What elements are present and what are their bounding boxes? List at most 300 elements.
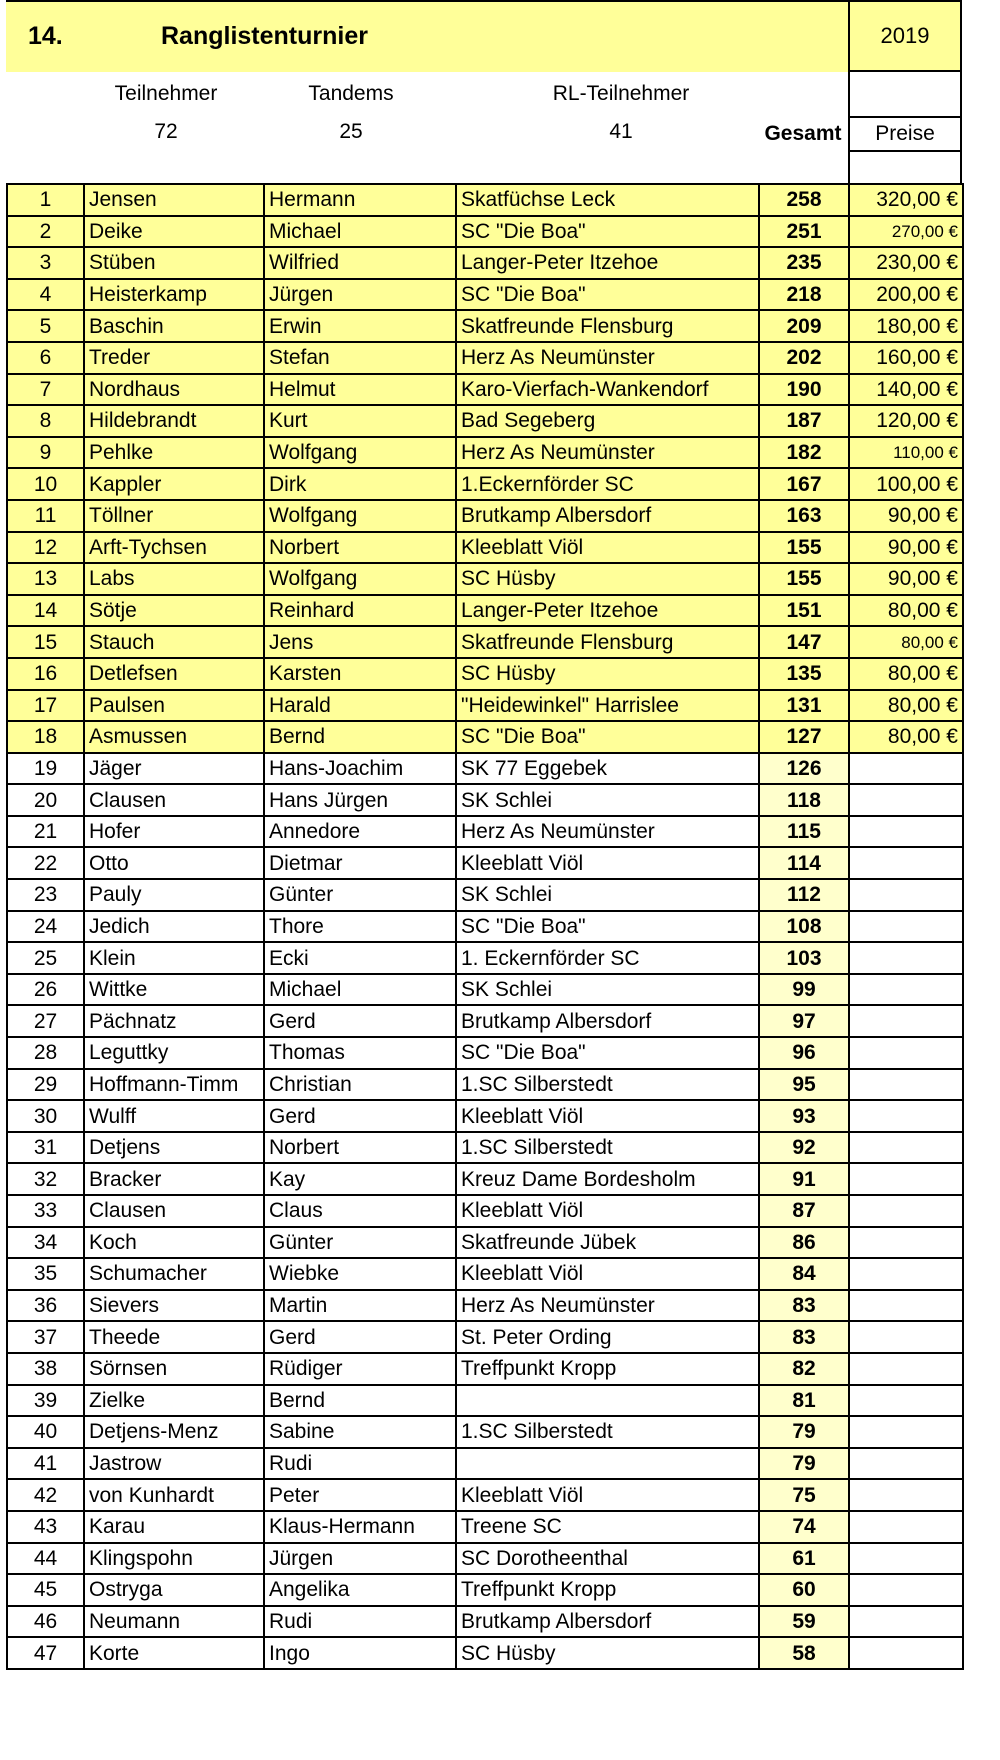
table-row bbox=[7, 216, 963, 248]
table-row bbox=[7, 879, 963, 911]
points-cell: 86 bbox=[759, 1227, 849, 1259]
last-name-cell: Kappler bbox=[84, 468, 264, 500]
prize-cell bbox=[849, 942, 963, 974]
prize-cell: 80,00 € bbox=[849, 595, 963, 627]
club-cell: SC "Die Boa" bbox=[456, 911, 759, 943]
tournament-title: Ranglistenturnier bbox=[161, 22, 368, 50]
club-cell: SC "Die Boa" bbox=[456, 1037, 759, 1069]
club-cell: Treene SC bbox=[456, 1511, 759, 1543]
club-cell: Herz As Neumünster bbox=[456, 816, 759, 848]
table-row bbox=[7, 1290, 963, 1322]
table-row bbox=[7, 374, 963, 406]
rank-cell: 13 bbox=[7, 563, 84, 595]
stat-label-participants: Teilnehmer bbox=[114, 82, 218, 105]
first-name-cell: Dirk bbox=[264, 468, 456, 500]
rank-cell: 23 bbox=[7, 879, 84, 911]
rank-cell: 11 bbox=[7, 500, 84, 532]
club-cell: 1. Eckernförder SC bbox=[456, 942, 759, 974]
first-name-cell: Thomas bbox=[264, 1037, 456, 1069]
table-row bbox=[7, 753, 963, 785]
prize-cell: 80,00 € bbox=[849, 626, 963, 658]
club-cell: 1.SC Silberstedt bbox=[456, 1416, 759, 1448]
club-cell bbox=[456, 1448, 759, 1480]
prize-cell bbox=[849, 847, 963, 879]
rank-cell: 34 bbox=[7, 1227, 84, 1259]
prize-cell: 90,00 € bbox=[849, 532, 963, 564]
last-name-cell: Baschin bbox=[84, 310, 264, 342]
club-cell: Kleeblatt Viöl bbox=[456, 532, 759, 564]
points-cell: 126 bbox=[759, 753, 849, 785]
rank-cell: 43 bbox=[7, 1511, 84, 1543]
points-cell: 135 bbox=[759, 658, 849, 690]
points-cell: 75 bbox=[759, 1479, 849, 1511]
table-row bbox=[7, 1100, 963, 1132]
last-name-cell: Arft-Tychsen bbox=[84, 532, 264, 564]
rank-cell: 12 bbox=[7, 532, 84, 564]
points-cell: 118 bbox=[759, 784, 849, 816]
last-name-cell: Pauly bbox=[84, 879, 264, 911]
points-cell: 103 bbox=[759, 942, 849, 974]
last-name-cell: Leguttky bbox=[84, 1037, 264, 1069]
club-cell: Kleeblatt Viöl bbox=[456, 847, 759, 879]
column-header-prizes: Preise bbox=[848, 116, 962, 152]
points-cell: 87 bbox=[759, 1195, 849, 1227]
club-cell: Kleeblatt Viöl bbox=[456, 1195, 759, 1227]
rank-cell: 14 bbox=[7, 595, 84, 627]
rank-cell: 41 bbox=[7, 1448, 84, 1480]
table-row bbox=[7, 1511, 963, 1543]
last-name-cell: Sötje bbox=[84, 595, 264, 627]
table-row bbox=[7, 595, 963, 627]
prize-cell bbox=[849, 1195, 963, 1227]
last-name-cell: Neumann bbox=[84, 1606, 264, 1638]
first-name-cell: Hermann bbox=[264, 184, 456, 216]
rank-cell: 36 bbox=[7, 1290, 84, 1322]
club-cell: SK Schlei bbox=[456, 974, 759, 1006]
last-name-cell: Paulsen bbox=[84, 690, 264, 722]
table-row bbox=[7, 1321, 963, 1353]
club-cell: 1.Eckernförder SC bbox=[456, 468, 759, 500]
last-name-cell: Koch bbox=[84, 1227, 264, 1259]
rank-cell: 39 bbox=[7, 1385, 84, 1417]
last-name-cell: Hildebrandt bbox=[84, 405, 264, 437]
rank-cell: 16 bbox=[7, 658, 84, 690]
points-cell: 187 bbox=[759, 405, 849, 437]
prize-cell bbox=[849, 1385, 963, 1417]
prize-cell bbox=[849, 816, 963, 848]
last-name-cell: Hofer bbox=[84, 816, 264, 848]
points-cell: 167 bbox=[759, 468, 849, 500]
prize-header-spacer-top bbox=[848, 72, 962, 116]
first-name-cell: Thore bbox=[264, 911, 456, 943]
table-row bbox=[7, 816, 963, 848]
prize-cell bbox=[849, 1637, 963, 1669]
club-cell: "Heidewinkel" Harrislee bbox=[456, 690, 759, 722]
last-name-cell: Detjens bbox=[84, 1132, 264, 1164]
prize-cell bbox=[849, 1227, 963, 1259]
rank-cell: 6 bbox=[7, 342, 84, 374]
prize-header-spacer-bottom bbox=[848, 152, 962, 184]
table-row bbox=[7, 310, 963, 342]
last-name-cell: Jensen bbox=[84, 184, 264, 216]
table-row bbox=[7, 279, 963, 311]
last-name-cell: Detjens-Menz bbox=[84, 1416, 264, 1448]
points-cell: 218 bbox=[759, 279, 849, 311]
prize-cell: 140,00 € bbox=[849, 374, 963, 406]
points-cell: 163 bbox=[759, 500, 849, 532]
first-name-cell: Gerd bbox=[264, 1005, 456, 1037]
first-name-cell: Hans-Joachim bbox=[264, 753, 456, 785]
points-cell: 155 bbox=[759, 532, 849, 564]
table-row bbox=[7, 847, 963, 879]
table-row bbox=[7, 1005, 963, 1037]
table-row bbox=[7, 911, 963, 943]
points-cell: 84 bbox=[759, 1258, 849, 1290]
club-cell: Kreuz Dame Bordesholm bbox=[456, 1163, 759, 1195]
prize-cell: 90,00 € bbox=[849, 500, 963, 532]
club-cell: Brutkamp Albersdorf bbox=[456, 500, 759, 532]
rank-cell: 3 bbox=[7, 247, 84, 279]
first-name-cell: Helmut bbox=[264, 374, 456, 406]
stat-label-rl-participants: RL-Teilnehmer bbox=[552, 82, 690, 105]
first-name-cell: Harald bbox=[264, 690, 456, 722]
rank-cell: 21 bbox=[7, 816, 84, 848]
points-cell: 209 bbox=[759, 310, 849, 342]
table-row bbox=[7, 1606, 963, 1638]
last-name-cell: Bracker bbox=[84, 1163, 264, 1195]
rank-cell: 40 bbox=[7, 1416, 84, 1448]
club-cell: Brutkamp Albersdorf bbox=[456, 1606, 759, 1638]
club-cell: Kleeblatt Viöl bbox=[456, 1258, 759, 1290]
rank-cell: 45 bbox=[7, 1574, 84, 1606]
prize-cell: 80,00 € bbox=[849, 658, 963, 690]
prize-cell bbox=[849, 1163, 963, 1195]
club-cell: SK Schlei bbox=[456, 784, 759, 816]
first-name-cell: Kay bbox=[264, 1163, 456, 1195]
rank-cell: 26 bbox=[7, 974, 84, 1006]
table-row bbox=[7, 1448, 963, 1480]
prize-cell: 80,00 € bbox=[849, 721, 963, 753]
rank-cell: 22 bbox=[7, 847, 84, 879]
club-cell: SC Hüsby bbox=[456, 1637, 759, 1669]
prize-cell: 200,00 € bbox=[849, 279, 963, 311]
rank-cell: 17 bbox=[7, 690, 84, 722]
table-row bbox=[7, 1416, 963, 1448]
prize-cell: 270,00 € bbox=[849, 216, 963, 248]
club-cell: Langer-Peter Itzehoe bbox=[456, 247, 759, 279]
last-name-cell: Theede bbox=[84, 1321, 264, 1353]
first-name-cell: Wilfried bbox=[264, 247, 456, 279]
last-name-cell: Labs bbox=[84, 563, 264, 595]
stat-value-tandems: 25 bbox=[339, 120, 363, 143]
first-name-cell: Bernd bbox=[264, 721, 456, 753]
table-row bbox=[7, 532, 963, 564]
last-name-cell: Hoffmann-Timm bbox=[84, 1069, 264, 1101]
prize-cell bbox=[849, 1543, 963, 1575]
prize-cell: 160,00 € bbox=[849, 342, 963, 374]
prize-cell bbox=[849, 1005, 963, 1037]
prize-cell bbox=[849, 1290, 963, 1322]
first-name-cell: Gerd bbox=[264, 1100, 456, 1132]
club-cell: Herz As Neumünster bbox=[456, 342, 759, 374]
points-cell: 92 bbox=[759, 1132, 849, 1164]
prize-cell bbox=[849, 1321, 963, 1353]
rank-cell: 46 bbox=[7, 1606, 84, 1638]
first-name-cell: Günter bbox=[264, 879, 456, 911]
rank-cell: 8 bbox=[7, 405, 84, 437]
first-name-cell: Ecki bbox=[264, 942, 456, 974]
points-cell: 202 bbox=[759, 342, 849, 374]
points-cell: 81 bbox=[759, 1385, 849, 1417]
prize-cell bbox=[849, 1132, 963, 1164]
prize-cell bbox=[849, 1574, 963, 1606]
points-cell: 151 bbox=[759, 595, 849, 627]
last-name-cell: Sörnsen bbox=[84, 1353, 264, 1385]
last-name-cell: Zielke bbox=[84, 1385, 264, 1417]
prize-cell: 230,00 € bbox=[849, 247, 963, 279]
points-cell: 91 bbox=[759, 1163, 849, 1195]
last-name-cell: Jastrow bbox=[84, 1448, 264, 1480]
first-name-cell: Peter bbox=[264, 1479, 456, 1511]
last-name-cell: Asmussen bbox=[84, 721, 264, 753]
first-name-cell: Karsten bbox=[264, 658, 456, 690]
first-name-cell: Wiebke bbox=[264, 1258, 456, 1290]
club-cell: St. Peter Ording bbox=[456, 1321, 759, 1353]
points-cell: 83 bbox=[759, 1321, 849, 1353]
table-row bbox=[7, 342, 963, 374]
prize-cell bbox=[849, 1037, 963, 1069]
rank-cell: 38 bbox=[7, 1353, 84, 1385]
first-name-cell: Norbert bbox=[264, 532, 456, 564]
table-row bbox=[7, 184, 963, 216]
points-cell: 58 bbox=[759, 1637, 849, 1669]
club-cell: Treffpunkt Kropp bbox=[456, 1574, 759, 1606]
rank-cell: 24 bbox=[7, 911, 84, 943]
table-row bbox=[7, 1479, 963, 1511]
prize-cell: 110,00 € bbox=[849, 437, 963, 469]
table-row bbox=[7, 626, 963, 658]
table-row bbox=[7, 563, 963, 595]
club-cell bbox=[456, 1385, 759, 1417]
club-cell: Langer-Peter Itzehoe bbox=[456, 595, 759, 627]
prize-cell bbox=[849, 1069, 963, 1101]
club-cell: 1.SC Silberstedt bbox=[456, 1132, 759, 1164]
prize-cell bbox=[849, 1448, 963, 1480]
points-cell: 74 bbox=[759, 1511, 849, 1543]
first-name-cell: Michael bbox=[264, 216, 456, 248]
prize-cell bbox=[849, 1511, 963, 1543]
first-name-cell: Rudi bbox=[264, 1448, 456, 1480]
points-cell: 82 bbox=[759, 1353, 849, 1385]
points-cell: 115 bbox=[759, 816, 849, 848]
club-cell: Skatfreunde Flensburg bbox=[456, 310, 759, 342]
last-name-cell: Pächnatz bbox=[84, 1005, 264, 1037]
club-cell: SC "Die Boa" bbox=[456, 279, 759, 311]
table-row bbox=[7, 1195, 963, 1227]
table-row bbox=[7, 1258, 963, 1290]
last-name-cell: Korte bbox=[84, 1637, 264, 1669]
title-bar-main bbox=[6, 0, 848, 72]
first-name-cell: Stefan bbox=[264, 342, 456, 374]
points-cell: 251 bbox=[759, 216, 849, 248]
rank-cell: 4 bbox=[7, 279, 84, 311]
club-cell: SC "Die Boa" bbox=[456, 216, 759, 248]
prize-cell: 100,00 € bbox=[849, 468, 963, 500]
first-name-cell: Angelika bbox=[264, 1574, 456, 1606]
first-name-cell: Erwin bbox=[264, 310, 456, 342]
first-name-cell: Norbert bbox=[264, 1132, 456, 1164]
rank-cell: 25 bbox=[7, 942, 84, 974]
points-cell: 79 bbox=[759, 1416, 849, 1448]
first-name-cell: Kurt bbox=[264, 405, 456, 437]
table-row bbox=[7, 1637, 963, 1669]
prize-cell bbox=[849, 911, 963, 943]
rank-cell: 37 bbox=[7, 1321, 84, 1353]
title-bar bbox=[6, 0, 962, 72]
first-name-cell: Martin bbox=[264, 1290, 456, 1322]
last-name-cell: Wulff bbox=[84, 1100, 264, 1132]
first-name-cell: Sabine bbox=[264, 1416, 456, 1448]
rank-cell: 27 bbox=[7, 1005, 84, 1037]
tournament-number: 14. bbox=[28, 22, 63, 50]
rank-cell: 47 bbox=[7, 1637, 84, 1669]
last-name-cell: Jäger bbox=[84, 753, 264, 785]
table-row bbox=[7, 942, 963, 974]
club-cell: Skatfreunde Jübek bbox=[456, 1227, 759, 1259]
rank-cell: 1 bbox=[7, 184, 84, 216]
first-name-cell: Michael bbox=[264, 974, 456, 1006]
last-name-cell: Detlefsen bbox=[84, 658, 264, 690]
club-cell: Herz As Neumünster bbox=[456, 437, 759, 469]
rank-cell: 29 bbox=[7, 1069, 84, 1101]
table-row bbox=[7, 1163, 963, 1195]
rank-cell: 7 bbox=[7, 374, 84, 406]
last-name-cell: Klingspohn bbox=[84, 1543, 264, 1575]
table-row bbox=[7, 1227, 963, 1259]
table-row bbox=[7, 1574, 963, 1606]
rank-cell: 20 bbox=[7, 784, 84, 816]
first-name-cell: Günter bbox=[264, 1227, 456, 1259]
table-row bbox=[7, 247, 963, 279]
points-cell: 131 bbox=[759, 690, 849, 722]
table-row bbox=[7, 721, 963, 753]
points-cell: 99 bbox=[759, 974, 849, 1006]
first-name-cell: Wolfgang bbox=[264, 437, 456, 469]
points-cell: 79 bbox=[759, 1448, 849, 1480]
club-cell: 1.SC Silberstedt bbox=[456, 1069, 759, 1101]
first-name-cell: Jürgen bbox=[264, 279, 456, 311]
last-name-cell: Heisterkamp bbox=[84, 279, 264, 311]
first-name-cell: Rudi bbox=[264, 1606, 456, 1638]
table-row bbox=[7, 1385, 963, 1417]
prize-cell bbox=[849, 753, 963, 785]
table-row bbox=[7, 1069, 963, 1101]
last-name-cell: Karau bbox=[84, 1511, 264, 1543]
prize-cell bbox=[849, 1100, 963, 1132]
prize-cell bbox=[849, 974, 963, 1006]
first-name-cell: Jens bbox=[264, 626, 456, 658]
rank-cell: 33 bbox=[7, 1195, 84, 1227]
participant-stats bbox=[6, 72, 962, 184]
prize-cell bbox=[849, 784, 963, 816]
table-row bbox=[7, 974, 963, 1006]
last-name-cell: Töllner bbox=[84, 500, 264, 532]
last-name-cell: Klein bbox=[84, 942, 264, 974]
points-cell: 127 bbox=[759, 721, 849, 753]
club-cell: SC Dorotheenthal bbox=[456, 1543, 759, 1575]
club-cell: Bad Segeberg bbox=[456, 405, 759, 437]
prize-cell: 120,00 € bbox=[849, 405, 963, 437]
table-row bbox=[7, 1037, 963, 1069]
first-name-cell: Hans Jürgen bbox=[264, 784, 456, 816]
first-name-cell: Rüdiger bbox=[264, 1353, 456, 1385]
first-name-cell: Wolfgang bbox=[264, 563, 456, 595]
first-name-cell: Wolfgang bbox=[264, 500, 456, 532]
table-row bbox=[7, 1353, 963, 1385]
points-cell: 112 bbox=[759, 879, 849, 911]
prize-cell: 80,00 € bbox=[849, 690, 963, 722]
rank-cell: 32 bbox=[7, 1163, 84, 1195]
club-cell: Kleeblatt Viöl bbox=[456, 1100, 759, 1132]
first-name-cell: Dietmar bbox=[264, 847, 456, 879]
prize-cell bbox=[849, 1479, 963, 1511]
prize-cell: 180,00 € bbox=[849, 310, 963, 342]
first-name-cell: Bernd bbox=[264, 1385, 456, 1417]
points-cell: 147 bbox=[759, 626, 849, 658]
points-cell: 155 bbox=[759, 563, 849, 595]
stat-value-participants: 72 bbox=[154, 120, 178, 143]
last-name-cell: Stüben bbox=[84, 247, 264, 279]
results-sheet bbox=[6, 0, 962, 1760]
rank-cell: 10 bbox=[7, 468, 84, 500]
rank-cell: 42 bbox=[7, 1479, 84, 1511]
first-name-cell: Gerd bbox=[264, 1321, 456, 1353]
club-cell: Treffpunkt Kropp bbox=[456, 1353, 759, 1385]
club-cell: Kleeblatt Viöl bbox=[456, 1479, 759, 1511]
last-name-cell: Ostryga bbox=[84, 1574, 264, 1606]
points-cell: 96 bbox=[759, 1037, 849, 1069]
last-name-cell: Clausen bbox=[84, 1195, 264, 1227]
last-name-cell: Deike bbox=[84, 216, 264, 248]
rank-cell: 31 bbox=[7, 1132, 84, 1164]
prize-cell: 90,00 € bbox=[849, 563, 963, 595]
first-name-cell: Jürgen bbox=[264, 1543, 456, 1575]
prize-cell: 320,00 € bbox=[849, 184, 963, 216]
first-name-cell: Annedore bbox=[264, 816, 456, 848]
club-cell: Herz As Neumünster bbox=[456, 1290, 759, 1322]
club-cell: Skatfüchse Leck bbox=[456, 184, 759, 216]
table-row bbox=[7, 437, 963, 469]
ranking-table bbox=[6, 183, 964, 1670]
stat-label-tandems: Tandems bbox=[308, 82, 394, 105]
club-cell: Brutkamp Albersdorf bbox=[456, 1005, 759, 1037]
table-row bbox=[7, 500, 963, 532]
prize-cell bbox=[849, 1258, 963, 1290]
first-name-cell: Ingo bbox=[264, 1637, 456, 1669]
table-row bbox=[7, 1543, 963, 1575]
prize-cell bbox=[849, 879, 963, 911]
points-cell: 59 bbox=[759, 1606, 849, 1638]
prize-cell bbox=[849, 1353, 963, 1385]
last-name-cell: Pehlke bbox=[84, 437, 264, 469]
rank-cell: 15 bbox=[7, 626, 84, 658]
last-name-cell: Jedich bbox=[84, 911, 264, 943]
points-cell: 93 bbox=[759, 1100, 849, 1132]
points-cell: 61 bbox=[759, 1543, 849, 1575]
column-header-total: Gesamt bbox=[764, 122, 842, 145]
rank-cell: 5 bbox=[7, 310, 84, 342]
tournament-year: 2019 bbox=[848, 0, 962, 72]
